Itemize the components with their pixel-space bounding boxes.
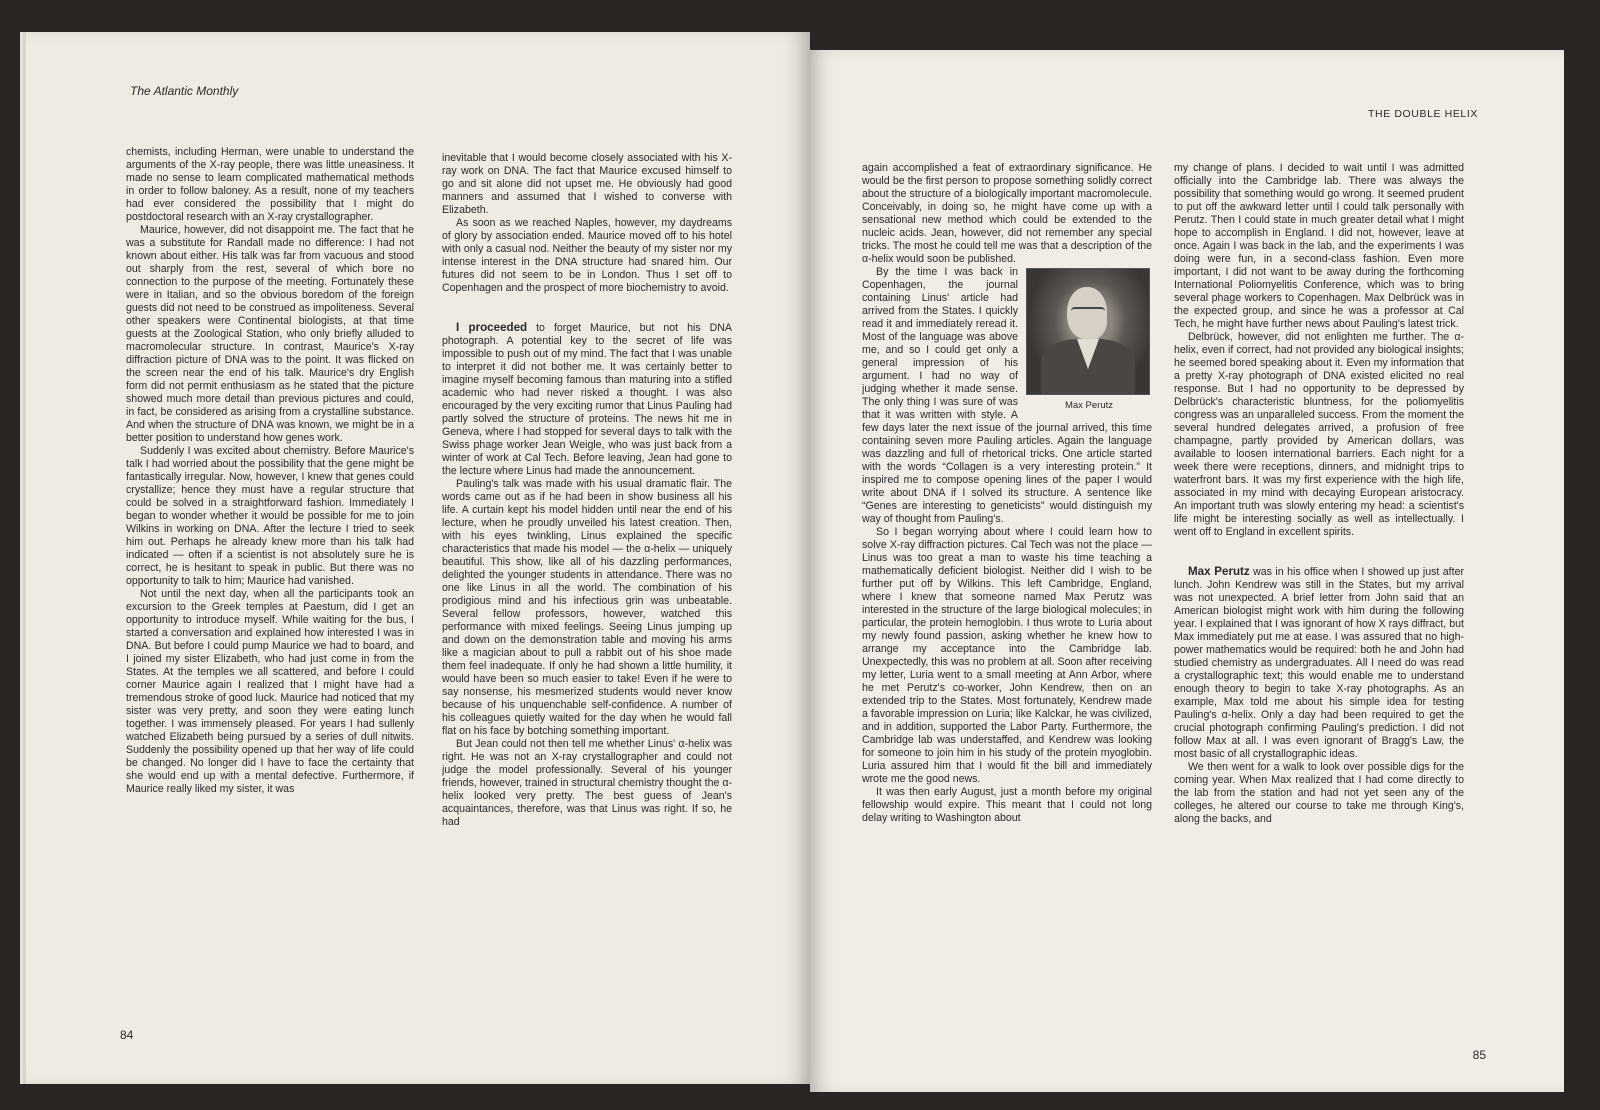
paragraph: It was then early August, just a month before my original fellowship would expire. This meant that I could not long delay writing to Washington about [862, 786, 1152, 824]
column-3 [862, 162, 1152, 1002]
paragraph: We then went for a walk to look over possible digs for the coming year. When Max realized that I had come directly to the lab from the station and had not yet seen any of the colleges, he altered our course to take me through King's, along the backs, and [1174, 761, 1464, 825]
left-page [26, 32, 810, 1084]
paragraph: chemists, including Herman, were unable to understand the arguments of the X-ray people, there was little uneasiness. It made no sense to learn complicated mathematical methods in order to follow baloney. As a result, none of my teachers had ever considered the possibility that I might do postdoctoral research with an X-ray crystallographer. [126, 146, 414, 223]
paragraph: Maurice, however, did not disappoint me. The fact that he was a substitute for Randall made no difference: I had not known about either. His talk was far from vacuous and stood out sharply from the rest, several of which bore no connection to the purpose of the meeting. Fortunately these were in Italian, and so the obvious boredom of the foreign guests did not need to be construed as impoliteness. Several other speakers were Continental biologists, at that time guests at the Zoological Station, who only briefly alluded to macromolecular structure. In contrast, Maurice's X-ray diffraction picture of DNA was to the point. It was flicked on the screen near the end of his talk. Maurice's dry English form did not permit enthusiasm as he stated that the picture showed much more detail than previous pictures and could, in fact, be considered as arising from a crystalline substance. And when the structure of DNA was known, we might be in a better position to understand how genes work. [126, 224, 414, 444]
page-number-left: 84 [120, 1028, 134, 1042]
paragraph: So I began worrying about where I could learn how to solve X-ray diffraction pictures. Cal Tech was not the place — Linus was too great a man to waste his time teaching a mathematically deficient biologist. Neither did I wish to be further put off by Wilkins. This left Cambridge, England, where I knew that someone named Max Perutz was interested in the structure of the large biological molecules; in particular, the protein hemoglobin. I thus wrote to Luria about my newly found passion, asking whether he knew how to arrange my acceptance into the Cambridge lab. Unexpectedly, this was no problem at all. Soon after receiving my letter, Luria went to a small meeting at Ann Arbor, where he met Perutz's co-worker, John Kendrew, then on an extended trip to the States. Most fortunately, Kendrew made a favorable impression on Luria; like Kalckar, he was civilized, and in addition, supported the Labor Party. Furthermore, the Cambridge lab was understaffed, and Kendrew was looking for someone to join him in his study of the protein myoglobin. Luria assured him that I would fit the bill and immediately wrote me the good news. [862, 526, 1152, 785]
running-head-left: The Atlantic Monthly [130, 84, 239, 98]
paragraph: Suddenly I was excited about chemistry. Before Maurice's talk I had worried about the possibility that the gene might be fantastically irregular. Now, however, I knew that genes could crystallize; hence they must have a regular structure that could be solved in a straightforward fashion. Immediately I began to wonder whether it would be possible for me to join Wilkins in working on DNA. After the lecture I tried to seek him out. Perhaps he already knew more than his talk had indicated — often if a scientist is not absolutely sure he is correct, he is hesitant to speak in public. But there was no opportunity to talk to him; Maurice had vanished. [126, 445, 414, 587]
portrait-photo [1026, 268, 1150, 395]
photo-caption: Max Perutz [1064, 400, 1114, 411]
right-page [810, 50, 1564, 1092]
figure [1026, 268, 1152, 412]
column-4 [1174, 162, 1464, 1002]
paragraph: Not until the next day, when all the participants took an excursion to the Greek temples at Paestum, did I get an opportunity to introduce myself. While waiting for the bus, I started a conversation and explained how interested I was in DNA. But before I could pump Maurice we had to board, and I joined my sister Elizabeth, who had just come in from the States. At the temples we all scattered, and before I could corner Maurice again I realized that I might have had a tremendous stroke of good luck. Maurice had noticed that my sister was very pretty, and soon they were eating lunch together. I was immensely pleased. For years I had sullenly watched Elizabeth being pursued by a series of dull nitwits. Suddenly the possibility opened up that her way of life could be changed. No longer did I have to face the certainty that she would end up with a mental defective. Furthermore, if Maurice really liked my sister, it was [126, 588, 414, 795]
paragraph: inevitable that I would become closely associated with his X-ray work on DNA. The fact that Maurice excused himself to go and sit alone did not upset me. He obviously had good manners and assumed that I wished to converse with Elizabeth. [442, 152, 732, 216]
page-number-right: 85 [1472, 1048, 1486, 1062]
lead-words: Max Perutz [1188, 565, 1250, 578]
paragraph: my change of plans. I decided to wait until I was admitted officially into the Cambridge lab. There was always the possibility that something would go wrong. It seemed prudent to put off the awkward letter until I could talk personally with Perutz. Then I could state in much greater detail what I might hope to accomplish in England. I did not, however, leave at once. Again I was back in the lab, and the experiments I was doing were fun, in a second-class fashion. Even more important, I did not want to be away during the forthcoming International Poliomyelitis Conference, which was to bring several phage workers to Copenhagen. Max Delbrück was in the expected group, and since he was a professor at Cal Tech, he might have further news about Pauling's latest trick. [1174, 162, 1464, 330]
column-2 [442, 152, 732, 964]
paragraph: But Jean could not then tell me whether Linus' α-helix was right. He was not an X-ray crystallographer and could not judge the model professionally. Several of his younger friends, however, trained in structural chemistry thought the α-helix looked very pretty. The best guess of Jean's acquaintances, therefore, was that Linus was right. If so, he had [442, 738, 732, 828]
paragraph: Pauling's talk was made with his usual dramatic flair. The words came out as if he had been in show business all his life. A curtain kept his model hidden until near the end of his lecture, when he proudly unveiled his latest creation. Then, with his eyes twinkling, Linus explained the specific characteristics that made his model — the α-helix — uniquely beautiful. This show, like all of his dazzling performances, delighted the younger students in attendance. There was no one like Linus in all the world. The combination of his prodigious mind and his infectious grin was unbeatable. Several fellow professors, however, watched this performance with mixed feelings. Seeing Linus jumping up and down on the demonstration table and moving his arms like a magician about to pull a rabbit out of his shoe made them feel inadequate. If only he had shown a little humility, it would have been so much easier to take! Even if he were to say nonsense, his mesmerized students would never know because of his unquenchable self-confidence. A number of his colleagues quietly waited for the day when he would fall flat on his face by botching something important. [442, 478, 732, 737]
lead-text: to forget Maurice, but not his DNA photograph. A potential key to the secret of life was impossible to push out of my mind. The fact that I was unable to interpret it did not bother me. It was certainly better to imagine myself becoming famous than maturing into a stifled academic who had never risked a thought. I was also encouraged by the very exciting rumor that Linus Pauling had partly solved the structure of proteins. The news hit me in Geneva, where I had stopped for several days to talk with the Swiss phage worker Jean Weigle, who was just back from a winter of work at Cal Tech. Before leaving, Jean had gone to the lecture where Linus had made the announcement. [442, 322, 732, 477]
paragraph: By the time I was back in Copenhagen, the journal containing Linus' article had arrived from the States. I quickly read it and immediately reread it. Most of the language was above me, and so I could get only a general impression of his argument. I had no way of judging whether it made sense. The only thing I was sure of was that it was written with style. A few days later the next issue of the journal arrived, this time containing seven more Pauling articles. Again the language was dazzling and full of rhetorical tricks. One article started with the words “Collagen is a very interesting protein.” It inspired me to compose opening lines of the paper I would write about DNA if I solved its structure. A sentence like “Genes are interesting to geneticists” would distinguish my way of thought from Pauling's. [862, 266, 1152, 525]
paragraph: Delbrück, however, did not enlighten me further. The α-helix, even if correct, had not provided any biological insights; he seemed bored speaking about it. Even my information that a pretty X-ray photograph of DNA existed elicited no real response. But I had no opportunity to be depressed by Delbrück's characteristic bluntness, for the poliomyelitis congress was an unparalleled success. From the moment the several hundred delegates arrived, a profusion of free champagne, partly provided by American dollars, was available to loosen international barriers. Each night for a week there were receptions, dinners, and midnight trips to waterfront bars. It was my first experience with the high life, associated in my mind with decaying European aristocracy. An important truth was slowly entering my head: a scientist's life might be interesting socially as well as intellectually. I went off to England in excellent spirits. [1174, 331, 1464, 538]
lead-text: was in his office when I showed up just after lunch. John Kendrew was still in the States, but my arrival was not unexpected. A brief letter from John said that an American biologist might work with him during the following year. I explained that I was ignorant of how X rays diffract, but Max immediately put me at ease. I was assured that no high-power mathematics would be required: both he and John had studied chemistry as undergraduates. All I need do was read a crystallographic text; this would enable me to understand enough theory to begin to take X-ray photographs. As an example, Max told me about his simple idea for testing Pauling's α-helix. Only a day had been required to get the crucial photograph confirming Pauling's prediction. I did not follow Max at all. I was even ignorant of Bragg's Law, the most basic of all crystallographic ideas. [1174, 566, 1464, 760]
paragraph: again accomplished a feat of extraordinary significance. He would be the first person to propose something solidly correct about the structure of a biologically important macromolecule. Conceivably, in doing so, he might have come up with a sensational new method which could be extended to the nucleic acids. Jean, however, did not remember any special tricks. The most he could tell me was that a description of the α-helix would soon be published. [862, 162, 1152, 265]
section-lead-paragraph [1174, 565, 1464, 761]
paragraph: As soon as we reached Naples, however, my daydreams of glory by association ended. Maurice moved off to his hotel with only a casual nod. Neither the beauty of my sister nor my intense interest in the DNA structure had snared him. Our futures did not seem to be in London. Thus I set off to Copenhagen and the prospect of more biochemistry to avoid. [442, 217, 732, 294]
lead-words: I proceeded [456, 321, 528, 334]
running-head-right: THE DOUBLE HELIX [1368, 108, 1478, 120]
column-1 [126, 146, 414, 966]
section-lead-paragraph [442, 321, 732, 478]
